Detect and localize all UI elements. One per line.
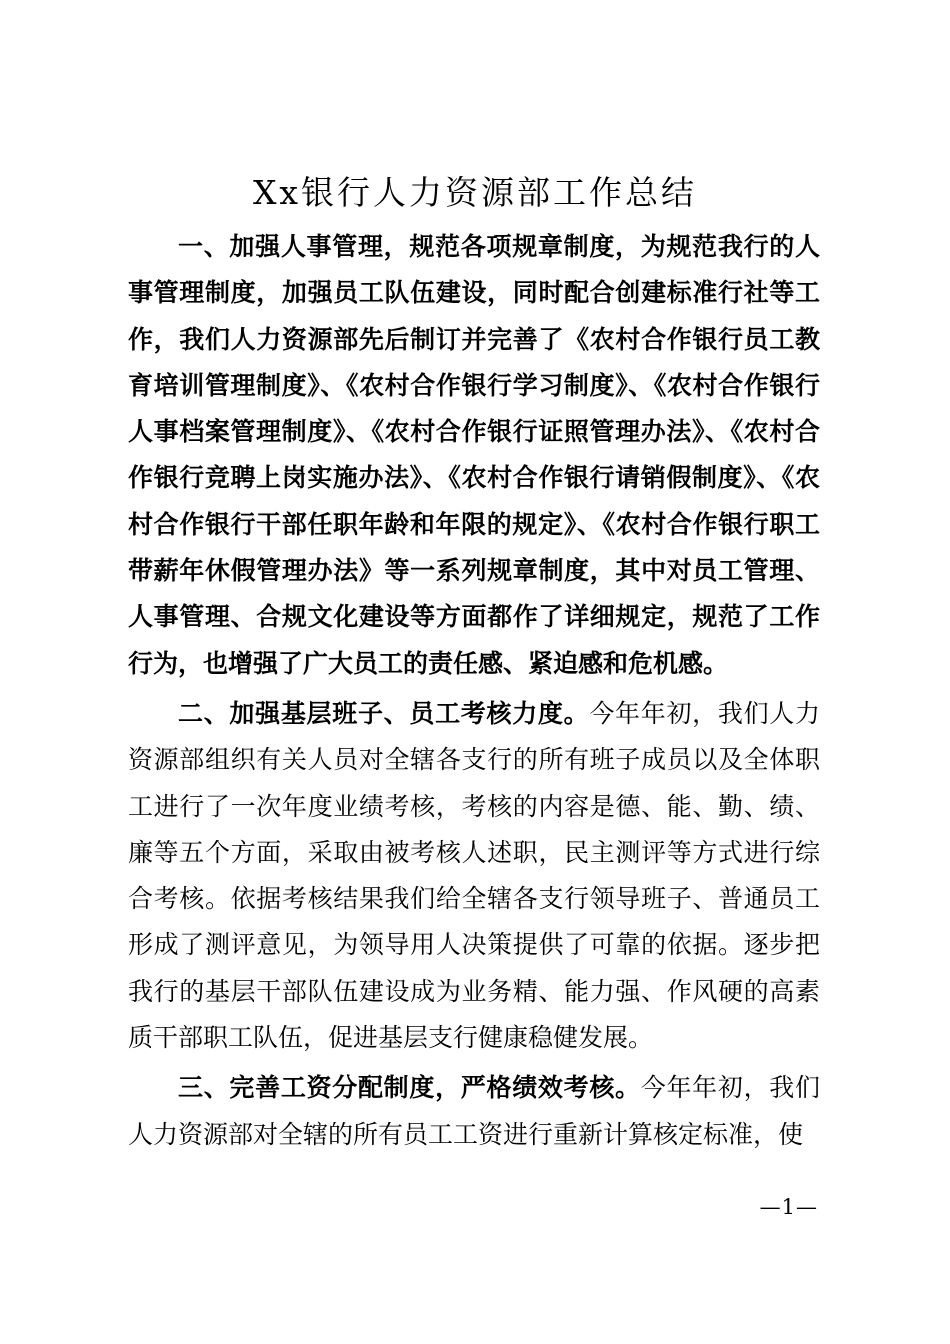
paragraph-3-heading: 三、完善工资分配制度，严格绩效考核。 (178, 1073, 641, 1103)
document-body (128, 224, 820, 1162)
paragraph-3 (128, 1065, 820, 1158)
paragraph-2 (128, 691, 820, 1061)
paragraph-1 (128, 224, 820, 687)
paragraph-2-text: 今年年初，我们人力资源部组织有关人员对全辖各支行的所有班子成员以及全体职工进行了一次年度业绩考核，考核的内容是德、能、勤、绩、廉等五个方面，采取由被考核人述职，民主测评等方式进行综合考核。依据考核结果我们给全辖各支行领导班子、普通员工形成了测评意见，为领导用人决策提供了可靠的依据。逐步把我行的基层干部队伍建设成为业务精、能力强、作风硬的高素质干部职工队伍，促进基层支行健康稳健发展。 (128, 698, 820, 1053)
document-title: Xx银行人力资源部工作总结 (252, 173, 698, 212)
paragraph-3-text: 今年年初，我们人力资源部对全辖的所有员工工资进行重新计算核定标准，使 (128, 1073, 820, 1149)
paragraph-2-heading: 二、加强基层班子、员工考核力度。 (178, 698, 590, 728)
paragraph-1-text: 为规范我行的人事管理制度，加强员工队伍建设，同时配合创建标准行社等工作，我们人力资源部先后制订并完善了《农村合作银行员工教育培训管理制度》、《农村合作银行学习制度》、《农村合作银行人事档案管理制度》、《农村合作银行证照管理办法》、《农村合作银行竞聘上岗实施办法》、《农村合作银行请销假制度》、《农村合作银行干部任职年龄和年限的规定》、《农村合作银行职工带薪年休假管理办法》等一系列规章制度，其中对员工管理、人事管理、合规文化建设等方面都作了详细规定，规范了工作行为，也增强了广大员工的责任感、紧迫感和危机感。 (128, 232, 820, 678)
paragraph-1-heading: 一、加强人事管理，规范各项规章制度， (178, 232, 641, 261)
page-number: —1— (759, 1195, 818, 1219)
